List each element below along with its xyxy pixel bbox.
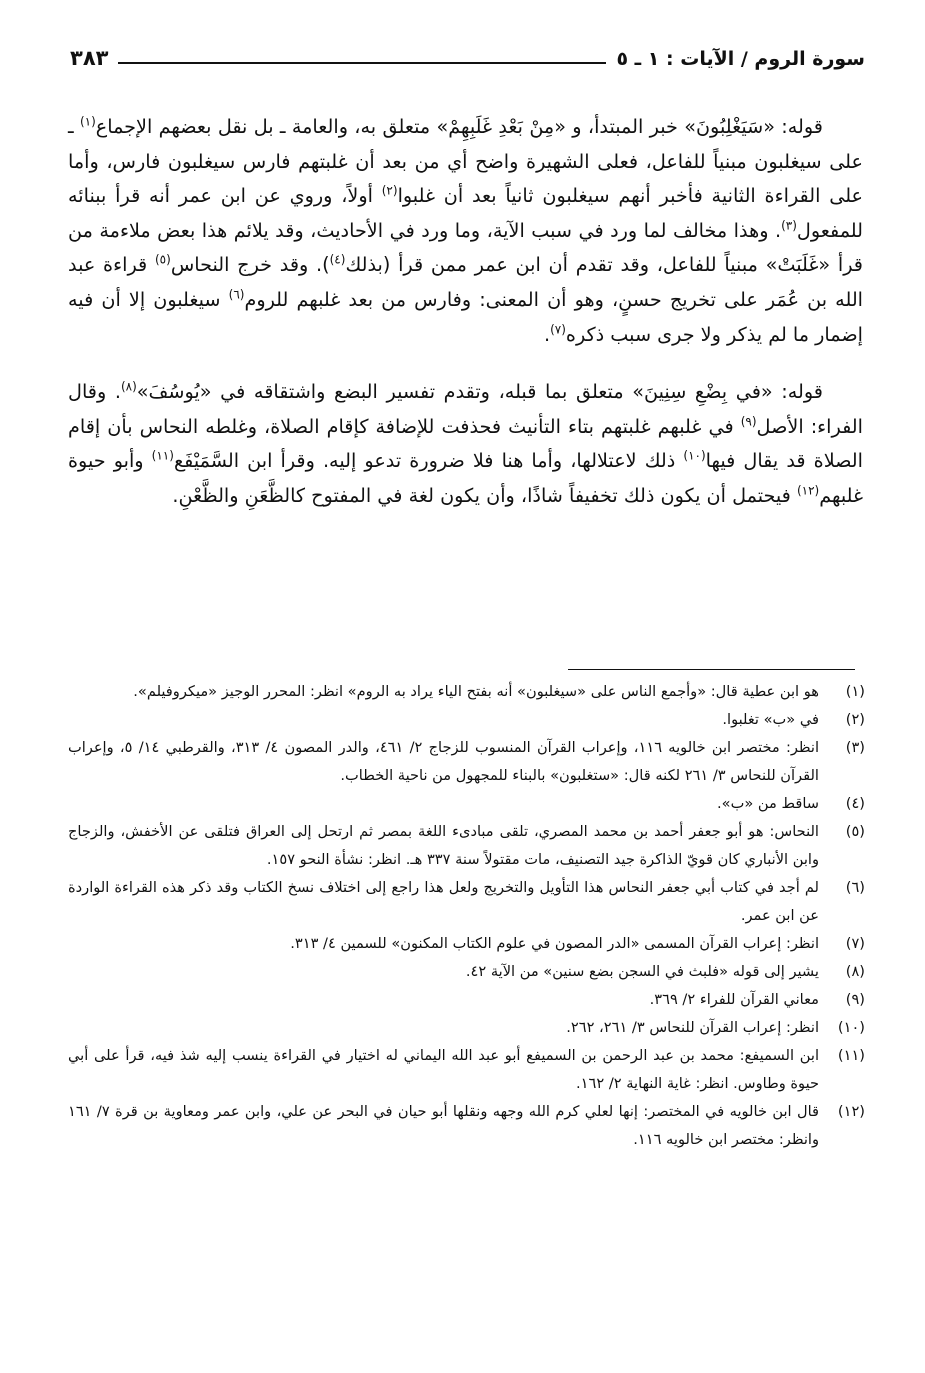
footnote-text: انظر: مختصر ابن خالويه ١١٦، وإعراب القرآن المنسوب للزجاج ٢/ ٤٦١، والدر المصون ٤/ ٣١٣، والقرطبي ١٤/ ٥، وإعراب القرآن للنحاس ٣/ ٢٦١ لكنه قال: «ستغلبون» بالبناء للمجهول من ناحية الخطاب.: [68, 739, 820, 784]
footnote-item: [68, 790, 865, 818]
footnote-item: [68, 1098, 865, 1154]
footnote-text: ابن السميفع: محمد بن عبد الرحمن بن السميفع أبو عبد الله اليماني له اختيار في القراءة ينسب إليه شذ فيه، قرأ على أبي حيوة وطاوس. انظر: غاية النهاية ٢/ ١٦٢.: [68, 1047, 819, 1092]
footnote-ref-6: (٦): [228, 287, 245, 302]
footnote-number: (٢): [845, 711, 865, 728]
text-run: سيغلبون إلا أن فيه إضمار ما لم يذكر ولا جرى سبب ذكره: [68, 287, 863, 346]
text-run: قوله: «في بِضْعِ سِنِينَ» متعلق بما قبله، وتقدم تفسير البضع واشتقاقه في «يُوسُفَ»: [136, 380, 823, 404]
footnote-item: [68, 706, 865, 734]
footnote-number: (١١): [837, 1047, 865, 1064]
footnote-item: [68, 874, 865, 930]
page-number: ٣٨٣: [70, 46, 109, 70]
footnote-item: [68, 678, 865, 706]
footnote-number: (٣): [845, 739, 865, 756]
paragraph-1: [68, 110, 863, 352]
footnote-number: (٥): [845, 823, 865, 840]
footnote-text: في «ب» تغلبوا.: [722, 711, 819, 728]
text-run: ). وقد خرج النحاس: [170, 253, 330, 277]
header-rule: [118, 62, 606, 64]
footnote-text: انظر: إعراب القرآن المسمى «الدر المصون في علوم الكتاب المكنون» للسمين ٤/ ٣١٣.: [290, 935, 819, 952]
footnote-text: لم أجد في كتاب أبي جعفر النحاس هذا التأويل والتخريج ولعل هذا راجع إلى اختلاف نسخ الكتاب وقد ذكر هذه القراءة الواردة عن ابن عمر.: [68, 879, 819, 924]
text-run: قراءة عبد الله بن عُمَر على تخريج حسنٍ، وهو أن المعنى: وفارس من بعد غلبهم للروم: [68, 253, 863, 311]
footnote-item: [68, 986, 865, 1014]
footnote-ref-4: (٤): [329, 252, 346, 267]
text-run: أولاً، وروي عن ابن عمر أنه قرأ ببنائه للمفعول: [68, 184, 863, 242]
footnote-text: النحاس: هو أبو جعفر أحمد بن محمد المصري، تلقى مبادىء اللغة بمصر ثم ارتحل إلى العراق فتلقى عن الأخفش، والزجاج وابن الأنباري كان قويّ الذاكرة جيد التصنيف، مات مقتولاً سنة ٣٣٧ هـ. انظر: نشأة النحو ١٥٧.: [68, 823, 819, 868]
footnote-text: معاني القرآن للفراء ٢/ ٣٦٩.: [649, 991, 819, 1008]
footnote-number: (١٠): [837, 1019, 865, 1036]
footnote-number: (٩): [845, 991, 865, 1008]
text-run: وأبو حيوة غلبهم: [68, 449, 863, 507]
footnote-ref-8: (٨): [120, 379, 137, 394]
text-run: في غلبهم غلبتهم بتاء التأنيث فحذفت للإضافة كإقام الصلاة، وغلطه النحاس بأن إقام الصلاة قد يقال فيها: [68, 414, 863, 473]
footnote-number: (٦): [845, 879, 865, 896]
footnote-item: [68, 734, 865, 790]
text-run: فيحتمل أن يكون ذلك تخفيفاً شاذًا، وأن يكون لغة في المفتوح كالظَّعَنِ والظَّعْنِ.: [172, 483, 797, 507]
paragraph-2: [68, 375, 863, 513]
main-text: [68, 110, 863, 514]
text-run: ذلك لاعتلالها، وأما هنا فلا ضرورة تدعو إليه. وقرأ ابن السَّمَيْفَع: [173, 449, 684, 473]
footnote-ref-1: (١): [79, 114, 96, 129]
page-header: [70, 36, 865, 70]
text-run: ـ على سيغلبون مبنياً للفاعل، فعلى الشهيرة واضح أي من بعد أن غلبتهم فارس سيغلبون فارس، وأما على القراءة الثانية فأخبر أنهم سيغلبون ثانياً بعد أن غلبوا: [68, 115, 864, 208]
footnote-text: ساقط من «ب».: [717, 795, 819, 812]
footnote-number: (٤): [845, 795, 865, 812]
footnote-ref-9: (٩): [740, 414, 757, 429]
footnote-text: يشير إلى قوله «فلبث في السجن بضع سنين» من الآية ٤٢.: [465, 963, 819, 980]
footnote-separator: [568, 669, 855, 670]
running-title: سورة الروم / الآيات : ١ ـ ٥: [616, 48, 865, 70]
footnote-number: (٧): [845, 935, 865, 952]
footnotes: [68, 678, 865, 1154]
footnote-item: [68, 930, 865, 958]
footnote-ref-7: (٧): [550, 322, 566, 337]
footnote-item: [68, 1042, 865, 1098]
text-run: . وهذا مخالف لما ورد في سبب الآية، وما ورد في الأحاديث، وقد يلائم هذا بعض ملاءمة من قرأ «غَلَبَتْ» مبنياً للفاعل، وقد تقدم أن ابن عمر ممن قرأ (بذلك: [68, 218, 863, 277]
footnote-ref-3: (٣): [781, 218, 797, 233]
footnote-ref-10: (١٠): [683, 448, 706, 463]
footnote-ref-11: (١١): [151, 448, 174, 463]
footnote-text: قال ابن خالويه في المختصر: إنها لعلي كرم الله وجهه ونقلها أبو حيان في البحر عن علي، وابن عمر ومعاوية بن قرة ٧/ ١٦١ وانظر: مختصر ابن خالويه ١١٦.: [68, 1103, 819, 1148]
footnote-ref-12: (١٢): [796, 483, 820, 498]
footnote-item: [68, 818, 865, 874]
footnote-ref-2: (٢): [381, 183, 398, 198]
footnote-number: (١): [845, 683, 865, 700]
footnote-number: (١٢): [837, 1103, 865, 1120]
text-run: .: [543, 322, 551, 346]
footnote-ref-5: (٥): [154, 252, 171, 267]
footnote-text: انظر: إعراب القرآن للنحاس ٣/ ٢٦١، ٢٦٢.: [566, 1019, 819, 1036]
footnote-item: [68, 1014, 865, 1042]
footnote-number: (٨): [845, 963, 865, 980]
text-run: . وقال الفراء: الأصل: [68, 380, 863, 438]
footnote-text: هو ابن عطية قال: «وأجمع الناس على «سيغلبون» أنه بفتح الياء يراد به الروم» انظر: المحرر الوجيز «ميكروفيلم».: [133, 683, 819, 700]
text-run: قوله: «سَيَغْلِبُونَ» خبر المبتدأ، و «مِنْ بَعْدِ غَلَبِهِمْ» متعلق به، والعامة ـ بل نقل بعضهم الإجماع: [95, 115, 823, 138]
footnote-item: [68, 958, 865, 986]
